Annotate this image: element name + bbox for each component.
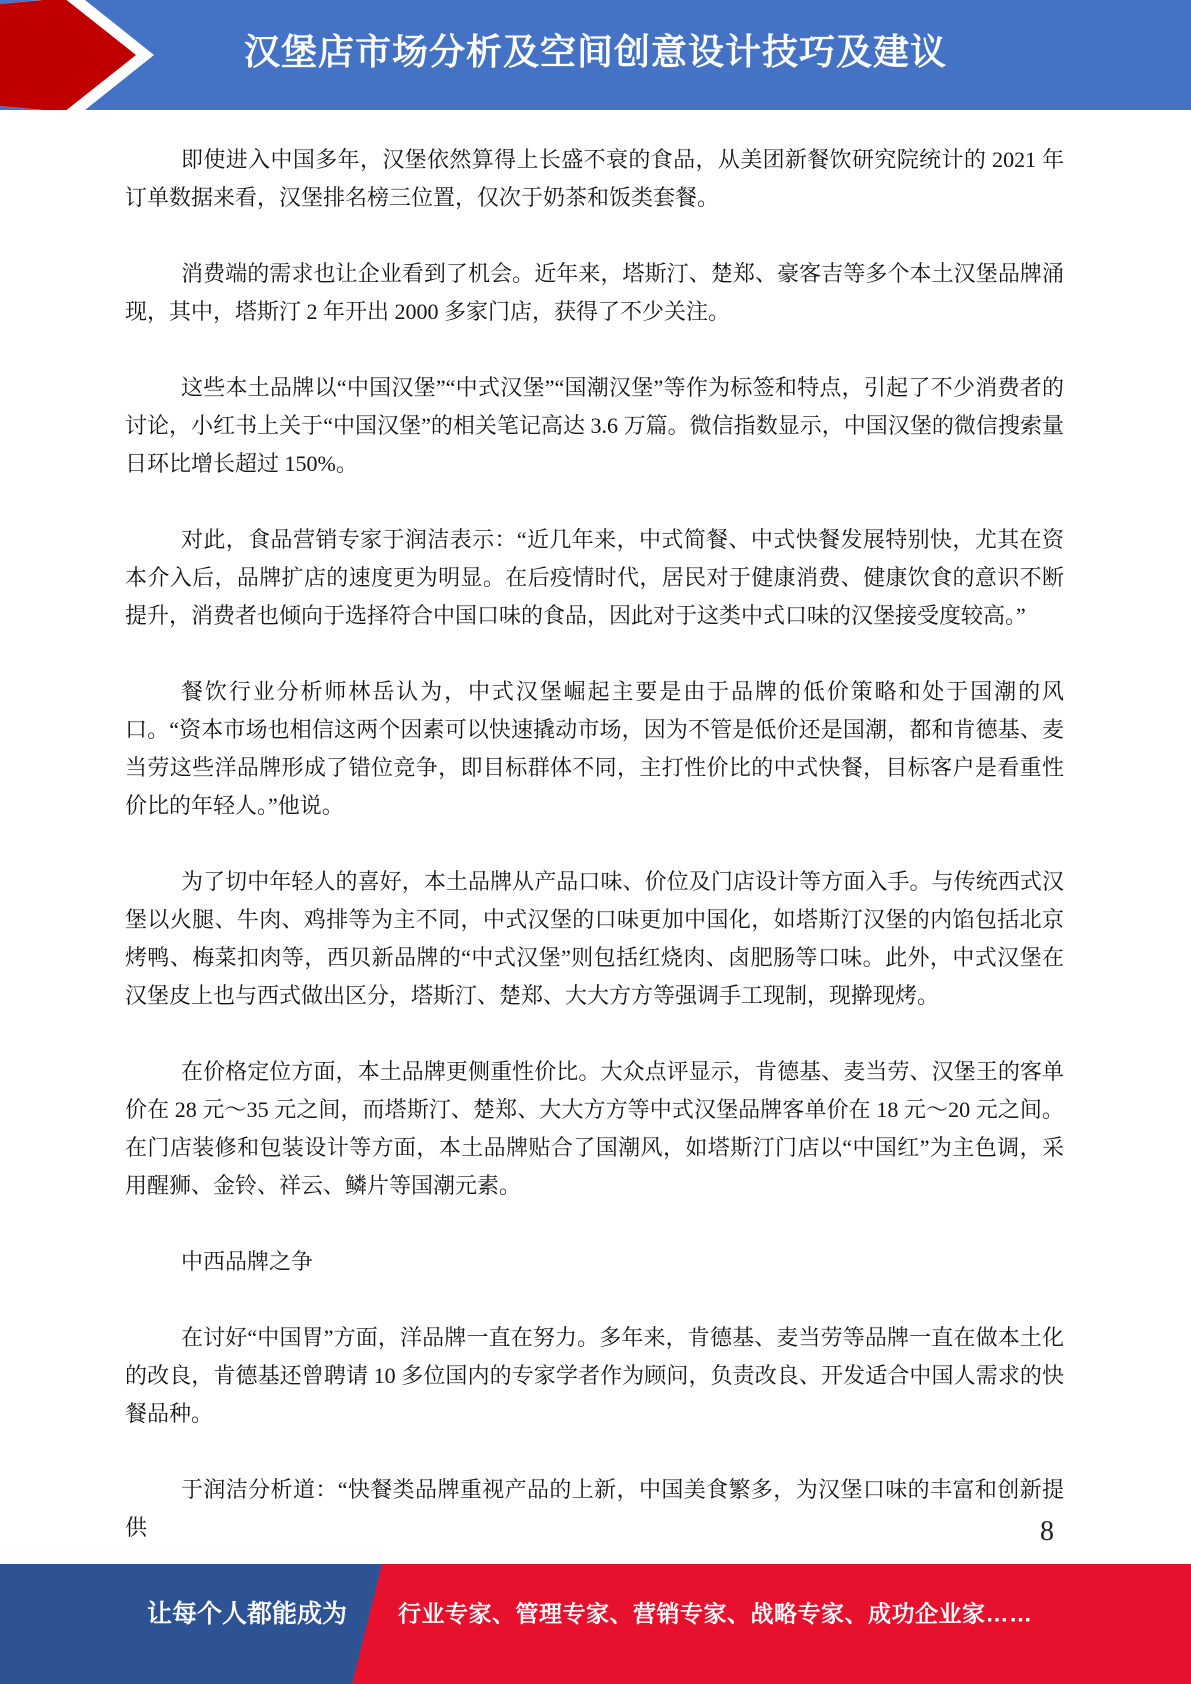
paragraph: 即使进入中国多年，汉堡依然算得上长盛不衰的食品，从美团新餐饮研究院统计的 2021 年订单数据来看，汉堡排名榜三位置，仅次于奶茶和饭类套餐。 [125,147,1064,210]
paragraph: 消费端的需求也让企业看到了机会。近年来，塔斯汀、楚郑、豪客吉等多个本土汉堡品牌涌现，其中，塔斯汀 2 年开出 2000 多家门店，获得了不少关注。 [125,261,1064,324]
paragraph: 餐饮行业分析师林岳认为，中式汉堡崛起主要是由于品牌的低价策略和处于国潮的风口。“资本市场也相信这两个因素可以快速撬动市场，因为不管是低价还是国潮，都和肯德基、麦当劳这些洋品牌形成了错位竞争，即目标群体不同，主打性价比的中式快餐，目标客户是看重性价比的年轻人。”他说。 [125,679,1064,818]
paragraph: 这些本土品牌以“中国汉堡”“中式汉堡”“国潮汉堡”等作为标签和特点，引起了不少消费者的讨论，小红书上关于“中国汉堡”的相关笔记高达 3.6 万篇。微信指数显示，中国汉堡的微信搜索量日环比增长超过 150%。 [125,375,1064,476]
footer-slogan-right: 行业专家、管理专家、营销专家、战略专家、成功企业家…… [398,1600,1033,1627]
section-heading: 中西品牌之争 [181,1249,314,1274]
paragraph: 在价格定位方面，本土品牌更侧重性价比。大众点评显示，肯德基、麦当劳、汉堡王的客单价在 28 元～35 元之间，而塔斯汀、楚郑、大大方方等中式汉堡品牌客单价在 18 元～20 元之间。在门店装修和包装设计等方面，本土品牌贴合了国潮风，如塔斯汀门店以“中国红”为主色调，采用醒狮、金铃、祥云、鳞片等国潮元素。 [125,1059,1064,1198]
paragraph: 为了切中年轻人的喜好，本土品牌从产品口味、价位及门店设计等方面入手。与传统西式汉堡以火腿、牛肉、鸡排等为主不同，中式汉堡的口味更加中国化，如塔斯汀汉堡的内馅包括北京烤鸭、梅菜扣肉等，西贝新品牌的“中式汉堡”则包括红烧肉、卤肥肠等口味。此外，中式汉堡在汉堡皮上也与西式做出区分，塔斯汀、楚郑、大大方方等强调手工现制，现擀现烤。 [125,869,1064,1008]
header-band [0,0,1191,110]
footer-slogan-left: 让每个人都能成为 [146,1600,347,1628]
paragraph: 对此，食品营销专家于润洁表示：“近几年来，中式简餐、中式快餐发展特别快，尤其在资本介入后，品牌扩店的速度更为明显。在后疫情时代，居民对于健康消费、健康饮食的意识不断提升，消费者也倾向于选择符合中国口味的食品，因此对于这类中式口味的汉堡接受度较高。” [125,527,1064,628]
document-body [0,110,1191,1547]
paragraph: 于润洁分析道：“快餐类品牌重视产品的上新，中国美食繁多，为汉堡口味的丰富和创新提供 [125,1477,1064,1540]
page-number: 8 [1040,1516,1054,1547]
footer-band [0,1564,1191,1684]
paragraph: 在讨好“中国胃”方面，洋品牌一直在努力。多年来，肯德基、麦当劳等品牌一直在做本土化的改良，肯德基还曾聘请 10 多位国内的专家学者作为顾问，负责改良、开发适合中国人需求的快餐品种。 [125,1325,1064,1426]
page-title: 汉堡店市场分析及空间创意设计技巧及建议 [243,31,947,72]
